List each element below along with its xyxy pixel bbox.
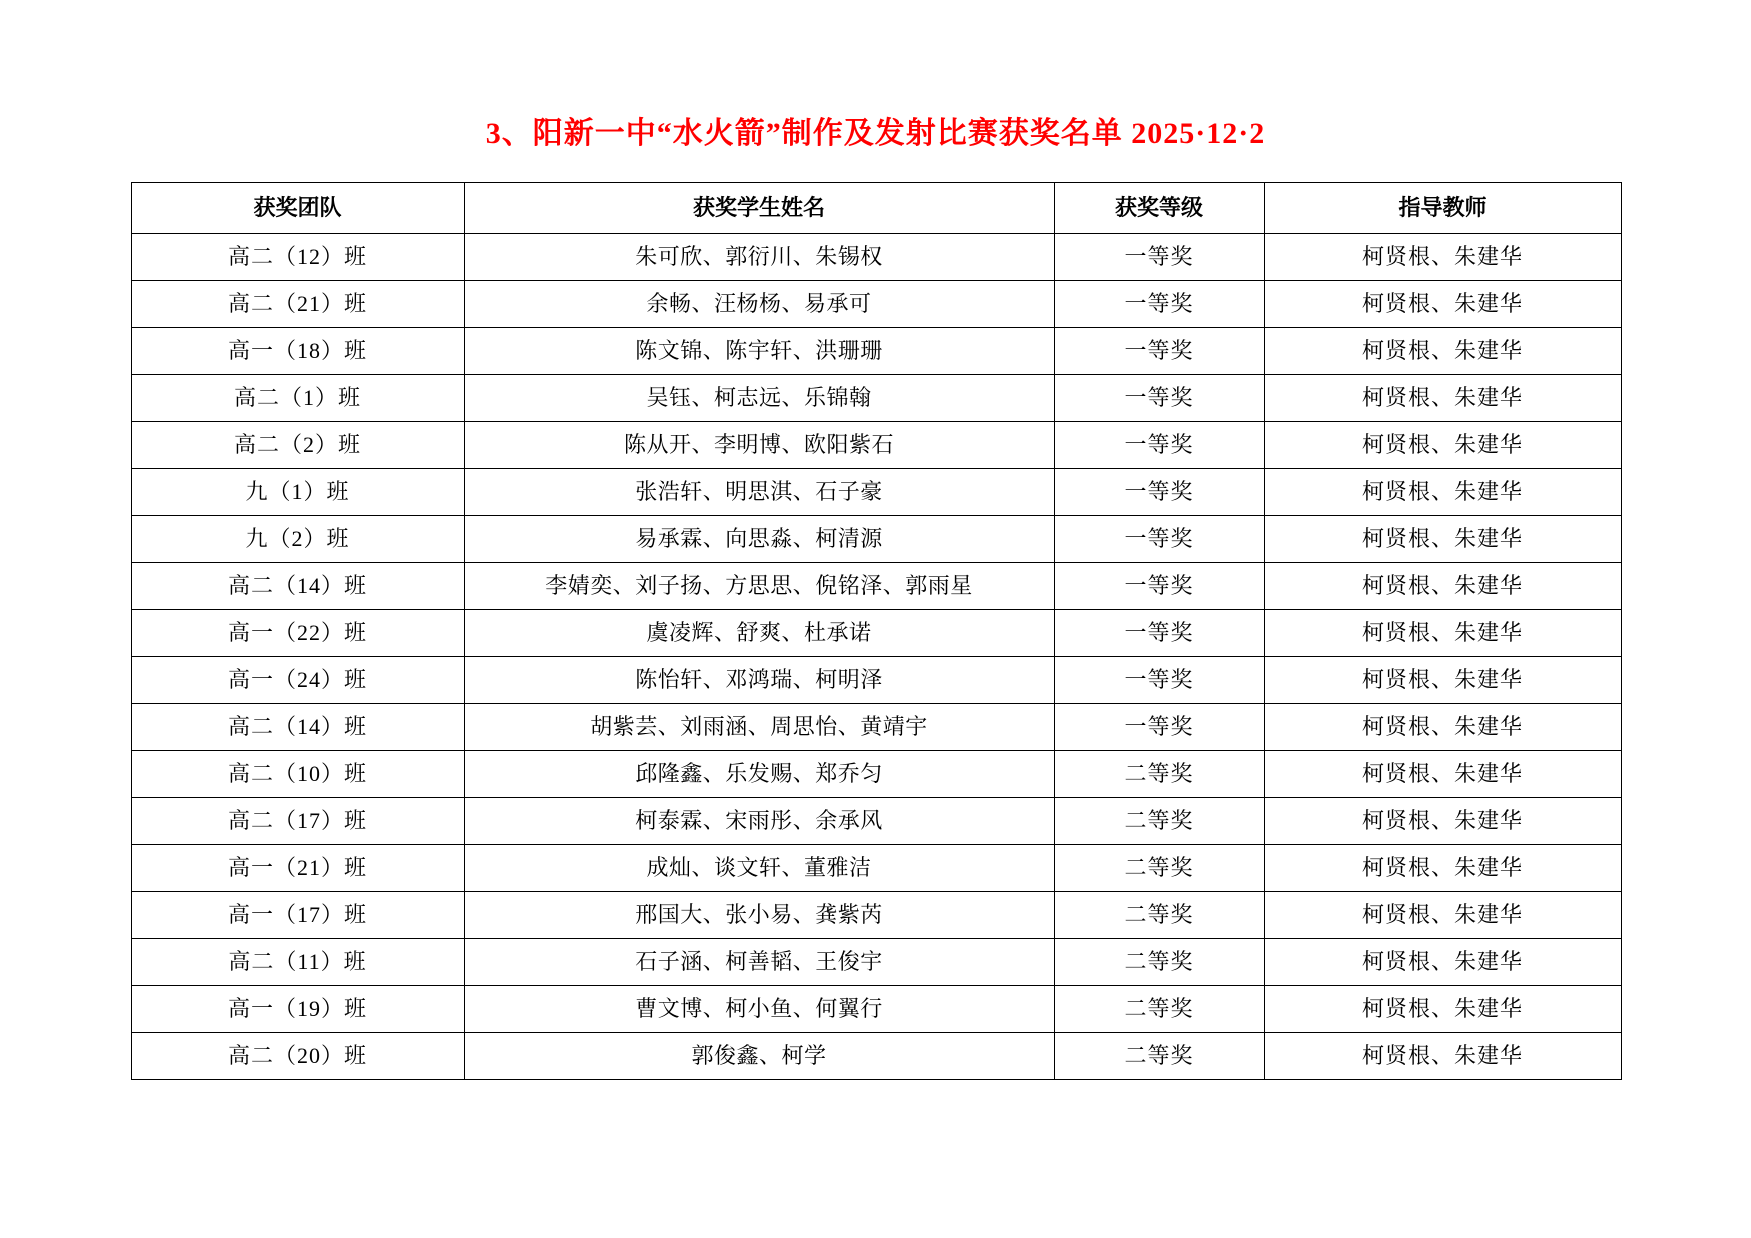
cell-teacher: 柯贤根、朱建华 <box>1264 422 1621 469</box>
cell-team: 高一（21）班 <box>131 845 464 892</box>
cell-team: 高二（20）班 <box>131 1033 464 1080</box>
table-row <box>131 422 1621 469</box>
cell-teacher: 柯贤根、朱建华 <box>1264 751 1621 798</box>
cell-award-level: 一等奖 <box>1054 422 1264 469</box>
cell-teacher: 柯贤根、朱建华 <box>1264 375 1621 422</box>
cell-teacher: 柯贤根、朱建华 <box>1264 657 1621 704</box>
column-header-team: 获奖团队 <box>131 183 464 234</box>
cell-student-names: 李婧奕、刘子扬、方思思、倪铭泽、郭雨星 <box>464 563 1054 610</box>
cell-team: 高一（22）班 <box>131 610 464 657</box>
cell-award-level: 一等奖 <box>1054 657 1264 704</box>
cell-award-level: 一等奖 <box>1054 469 1264 516</box>
cell-teacher: 柯贤根、朱建华 <box>1264 892 1621 939</box>
cell-student-names: 易承霖、向思淼、柯清源 <box>464 516 1054 563</box>
cell-team: 高二（21）班 <box>131 281 464 328</box>
cell-student-names: 邱隆鑫、乐发赐、郑乔匀 <box>464 751 1054 798</box>
cell-award-level: 一等奖 <box>1054 328 1264 375</box>
page-title: 3、阳新一中“水火箭”制作及发射比赛获奖名单 2025·12·2 <box>485 117 1266 150</box>
table-row <box>131 516 1621 563</box>
cell-teacher: 柯贤根、朱建华 <box>1264 704 1621 751</box>
cell-award-level: 二等奖 <box>1054 939 1264 986</box>
cell-student-names: 陈文锦、陈宇轩、洪珊珊 <box>464 328 1054 375</box>
cell-teacher: 柯贤根、朱建华 <box>1264 1033 1621 1080</box>
cell-team: 高一（17）班 <box>131 892 464 939</box>
award-list-table <box>131 182 1622 1080</box>
table-row <box>131 328 1621 375</box>
cell-student-names: 陈怡轩、邓鸿瑞、柯明泽 <box>464 657 1054 704</box>
table-header-row <box>131 183 1621 234</box>
cell-team: 高一（18）班 <box>131 328 464 375</box>
award-table-container <box>131 182 1621 1080</box>
cell-teacher: 柯贤根、朱建华 <box>1264 563 1621 610</box>
table-row <box>131 563 1621 610</box>
cell-student-names: 成灿、谈文轩、董雅洁 <box>464 845 1054 892</box>
table-body <box>131 234 1621 1080</box>
cell-teacher: 柯贤根、朱建华 <box>1264 986 1621 1033</box>
table-row <box>131 375 1621 422</box>
cell-teacher: 柯贤根、朱建华 <box>1264 469 1621 516</box>
cell-student-names: 胡紫芸、刘雨涵、周思怡、黄靖宇 <box>464 704 1054 751</box>
cell-team: 高一（19）班 <box>131 986 464 1033</box>
cell-team: 高二（14）班 <box>131 704 464 751</box>
cell-award-level: 一等奖 <box>1054 704 1264 751</box>
cell-award-level: 二等奖 <box>1054 1033 1264 1080</box>
cell-award-level: 一等奖 <box>1054 516 1264 563</box>
cell-team: 高二（1）班 <box>131 375 464 422</box>
table-row <box>131 1033 1621 1080</box>
cell-award-level: 二等奖 <box>1054 798 1264 845</box>
cell-award-level: 二等奖 <box>1054 986 1264 1033</box>
cell-teacher: 柯贤根、朱建华 <box>1264 845 1621 892</box>
table-row <box>131 845 1621 892</box>
table-row <box>131 986 1621 1033</box>
cell-award-level: 一等奖 <box>1054 610 1264 657</box>
cell-teacher: 柯贤根、朱建华 <box>1264 234 1621 281</box>
cell-student-names: 郭俊鑫、柯学 <box>464 1033 1054 1080</box>
cell-award-level: 一等奖 <box>1054 234 1264 281</box>
cell-student-names: 石子涵、柯善韬、王俊宇 <box>464 939 1054 986</box>
cell-student-names: 柯泰霖、宋雨彤、余承风 <box>464 798 1054 845</box>
cell-teacher: 柯贤根、朱建华 <box>1264 516 1621 563</box>
cell-student-names: 陈从开、李明博、欧阳紫石 <box>464 422 1054 469</box>
table-row <box>131 234 1621 281</box>
cell-teacher: 柯贤根、朱建华 <box>1264 939 1621 986</box>
cell-award-level: 二等奖 <box>1054 751 1264 798</box>
cell-student-names: 朱可欣、郭衍川、朱锡权 <box>464 234 1054 281</box>
cell-student-names: 余畅、汪杨杨、易承可 <box>464 281 1054 328</box>
cell-award-level: 一等奖 <box>1054 563 1264 610</box>
table-row <box>131 751 1621 798</box>
table-row <box>131 892 1621 939</box>
column-header-award-level: 获奖等级 <box>1054 183 1264 234</box>
table-row <box>131 939 1621 986</box>
cell-team: 九（1）班 <box>131 469 464 516</box>
cell-team: 高二（2）班 <box>131 422 464 469</box>
cell-team: 九（2）班 <box>131 516 464 563</box>
cell-award-level: 一等奖 <box>1054 281 1264 328</box>
cell-team: 高二（11）班 <box>131 939 464 986</box>
cell-award-level: 二等奖 <box>1054 892 1264 939</box>
cell-team: 高二（14）班 <box>131 563 464 610</box>
cell-team: 高二（17）班 <box>131 798 464 845</box>
cell-teacher: 柯贤根、朱建华 <box>1264 610 1621 657</box>
table-header <box>131 183 1621 234</box>
table-row <box>131 469 1621 516</box>
cell-student-names: 张浩轩、明思淇、石子豪 <box>464 469 1054 516</box>
table-row <box>131 704 1621 751</box>
table-row <box>131 798 1621 845</box>
cell-team: 高一（24）班 <box>131 657 464 704</box>
cell-teacher: 柯贤根、朱建华 <box>1264 281 1621 328</box>
cell-student-names: 虞凌辉、舒爽、杜承诺 <box>464 610 1054 657</box>
table-row <box>131 657 1621 704</box>
cell-student-names: 曹文博、柯小鱼、何翼行 <box>464 986 1054 1033</box>
table-row <box>131 610 1621 657</box>
cell-teacher: 柯贤根、朱建华 <box>1264 328 1621 375</box>
column-header-teacher: 指导教师 <box>1264 183 1621 234</box>
cell-student-names: 邢国大、张小易、龚紫芮 <box>464 892 1054 939</box>
cell-award-level: 一等奖 <box>1054 375 1264 422</box>
cell-team: 高二（12）班 <box>131 234 464 281</box>
cell-team: 高二（10）班 <box>131 751 464 798</box>
column-header-student-names: 获奖学生姓名 <box>464 183 1054 234</box>
cell-student-names: 吴钰、柯志远、乐锦翰 <box>464 375 1054 422</box>
table-row <box>131 281 1621 328</box>
cell-award-level: 二等奖 <box>1054 845 1264 892</box>
cell-teacher: 柯贤根、朱建华 <box>1264 798 1621 845</box>
